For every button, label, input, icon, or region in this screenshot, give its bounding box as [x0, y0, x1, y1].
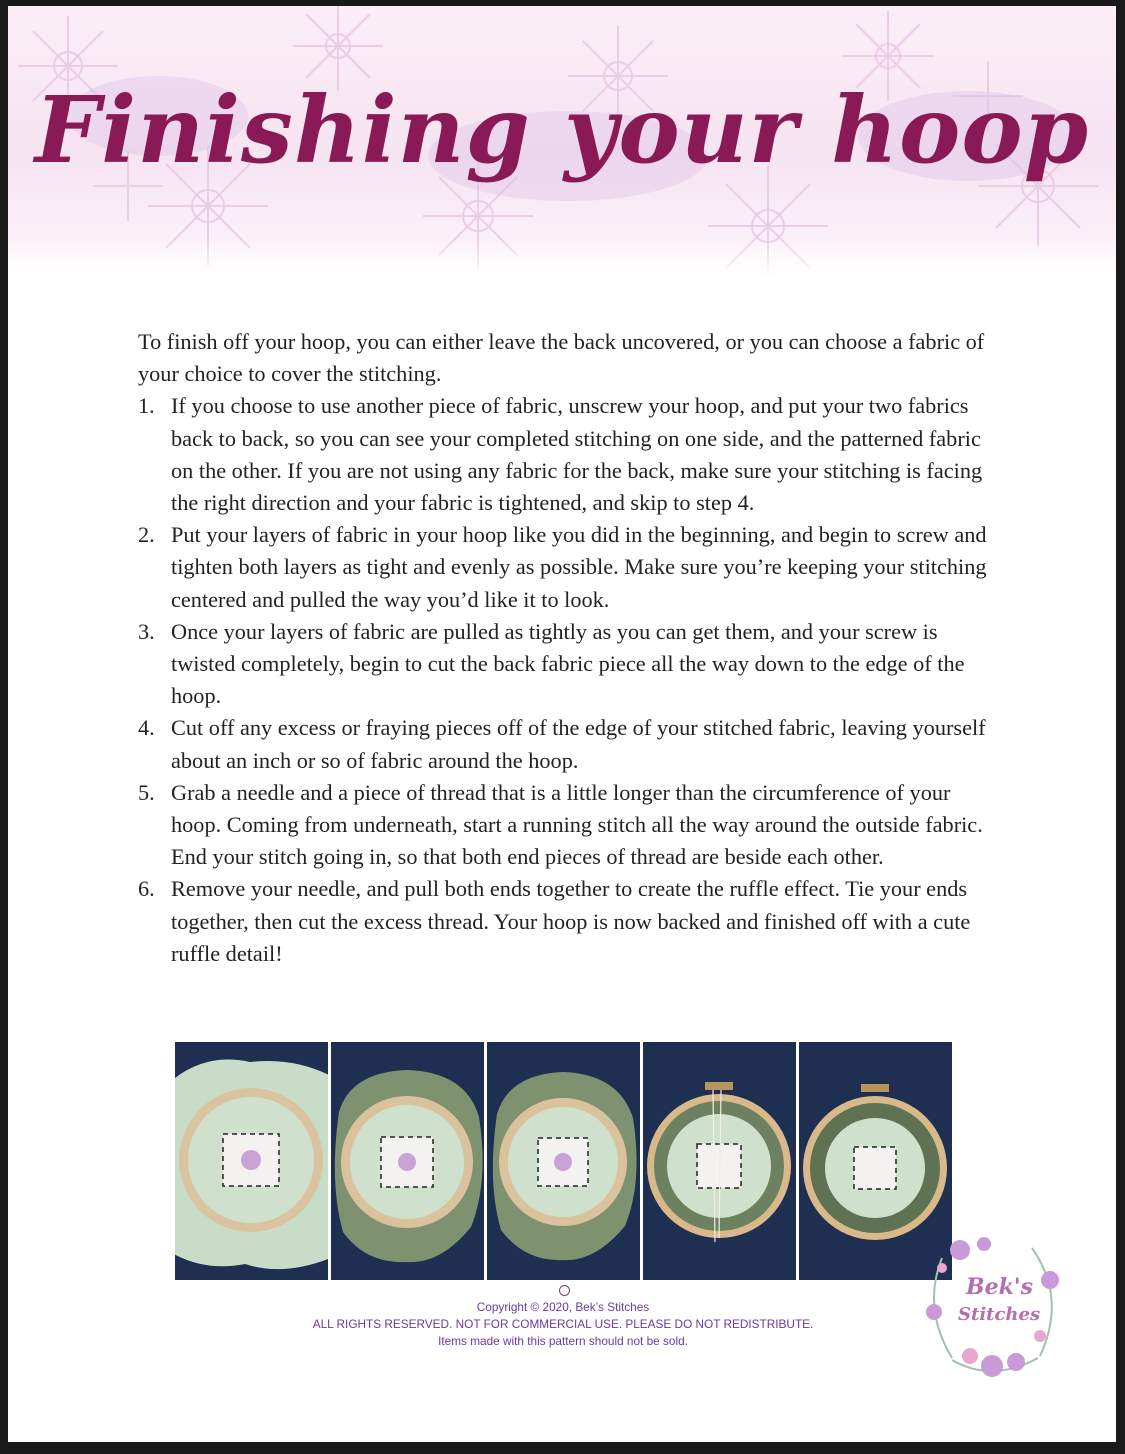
rights-line: ALL RIGHTS RESERVED. NOT FOR COMMERCIAL USE. PLEASE DO NOT REDISTRIBUTE. — [312, 1317, 814, 1331]
step-number: 5. — [138, 779, 155, 805]
step-number: 1. — [138, 393, 155, 419]
photo-step-1 — [175, 1042, 328, 1280]
list-item — [138, 519, 998, 616]
photo-step-4 — [643, 1042, 796, 1280]
list-item — [138, 873, 998, 970]
step-number: 3. — [138, 618, 155, 644]
step-number: 4. — [138, 715, 155, 741]
step-text: If you choose to use another piece of fabric, unscrew your hoop, and put your two fabrics back to back, so you can see your completed stitching on one side, and the patterned fabric on the other. If you are not using any fabric for the back, make sure your stitching is facing the right direction and your fabric is tightened, and skip to step 4. — [171, 393, 983, 516]
header-banner — [8, 6, 1116, 278]
list-item — [138, 777, 998, 874]
steps-list — [138, 390, 998, 970]
step-number: 6. — [138, 876, 155, 902]
step-text: Remove your needle, and pull both ends together to create the ruffle effect. Tie your ends together, then cut the excess thread. Your hoop is now backed and finished off with a cute ruffle detail! — [171, 876, 971, 966]
logo-text-beks: Bek's — [966, 1274, 1033, 1300]
step-text: Once your layers of fabric are pulled as tightly as you can get them, and your screw is twisted completely, begin to cut the back fabric piece all the way down to the edge of the hoop. — [171, 618, 965, 709]
page-marker-icon — [559, 1285, 570, 1296]
banner-fade — [8, 238, 1116, 278]
page-title: Finishing your hoop — [34, 76, 1090, 184]
notice-line: Items made with this pattern should not be sold. — [438, 1334, 688, 1348]
photo-strip — [175, 1042, 955, 1280]
logo-text-stitches: Stitches — [958, 1304, 1041, 1325]
step-number: 2. — [138, 522, 155, 548]
step-text: Put your layers of fabric in your hoop like you did in the beginning, and begin to screw and tighten both layers as tight and evenly as possible. Make sure you’re keeping your stitching centered and pulled the way you’d like it to look. — [171, 522, 987, 612]
list-item — [138, 390, 998, 519]
list-item — [138, 712, 998, 776]
step-text: Cut off any excess or fraying pieces off of the edge of your stitched fabric, leaving yourself about an inch or so of fabric around the hoop. — [171, 715, 986, 773]
photo-step-2 — [331, 1042, 484, 1280]
photo-step-3 — [487, 1042, 640, 1280]
instructions — [138, 326, 998, 970]
step-text: Grab a needle and a piece of thread that is a little longer than the circumference of your hoop. Coming from underneath, start a running stitch all the way around the outside fabric. End your stitch going in, so that both end pieces of thread are beside each other. — [171, 779, 983, 870]
copyright-footer — [208, 1299, 918, 1350]
document-page — [8, 6, 1116, 1442]
copyright-line: Copyright © 2020, Bek’s Stitches — [476, 1300, 650, 1314]
intro-paragraph: To finish off your hoop, you can either leave the back uncovered, or you can choose a fabric of your choice to cover the stitching. — [138, 329, 985, 387]
beks-stitches-logo — [912, 1228, 1072, 1388]
list-item — [138, 616, 998, 713]
